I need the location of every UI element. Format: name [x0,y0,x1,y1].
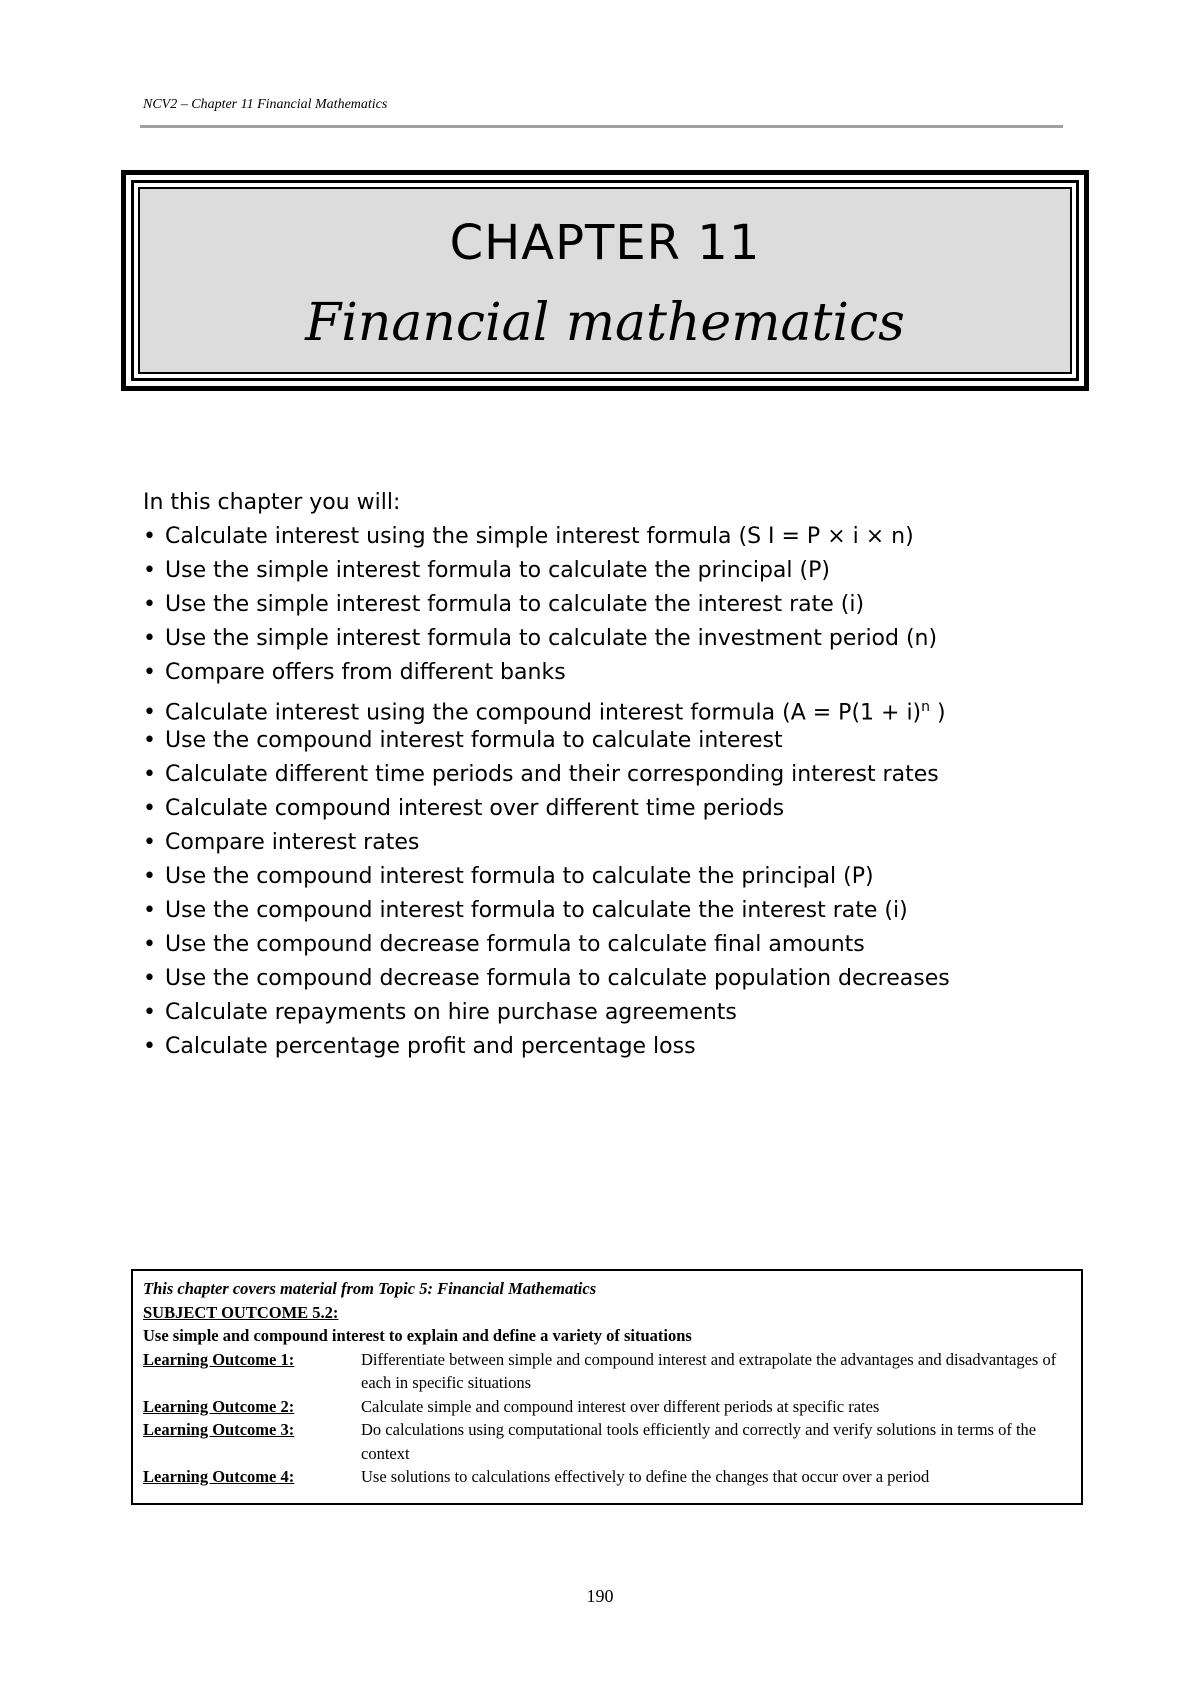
bullet-icon: • [143,728,156,753]
objective-item [143,690,1103,724]
objective-text: Calculate interest using the simple interest formula (S I = P × i × n) [165,524,914,549]
bullet-icon: • [143,932,156,957]
bullet-icon: • [143,660,156,685]
bullet-icon: • [143,762,156,787]
objective-text: Calculate interest using the compound interest formula (A = P(1 + i) [165,700,922,726]
objective-text: Calculate percentage profit and percentage loss [165,1034,696,1059]
formula-exponent: n [921,699,931,715]
bullet-icon: • [143,524,156,549]
objective-text: Use the compound decrease formula to calculate final amounts [165,932,865,957]
subject-outcome: SUBJECT OUTCOME 5.2: [143,1302,339,1322]
running-header: NCV2 – Chapter 11 Financial Mathematics [143,97,388,112]
objective-text: Use the compound decrease formula to calculate population decreases [165,966,950,991]
objective-item [143,894,1103,928]
objectives-list [143,520,1103,1064]
header-divider [140,125,1063,128]
objective-item [143,860,1103,894]
chapter-title-box [121,170,1089,391]
objective-text: Compare interest rates [165,830,420,855]
subject-outcome-description: Use simple and compound interest to explain and define a variety of situations [143,1326,692,1345]
bullet-icon: • [143,864,156,889]
objective-item [143,962,1103,996]
bullet-icon: • [143,558,156,583]
chapter-label: CHAPTER 11 [449,215,761,271]
objective-item [143,724,1103,758]
learning-outcome-text: Differentiate between simple and compound interest and extrapolate the advantages and disadvantages of each in specific situations [361,1349,1057,1392]
learning-outcome-text: Do calculations using computational tools efficiently and correctly and verify solutions in terms of the context [361,1420,1037,1463]
topic-line: This chapter covers material from Topic 5: Financial Mathematics [143,1279,597,1298]
objective-item [143,1030,1103,1064]
bullet-icon: • [143,626,156,651]
learning-outcome-label: Learning Outcome 3: [143,1420,295,1439]
bullet-icon: • [143,796,156,821]
objective-item [143,588,1103,622]
objective-item [143,758,1103,792]
objective-text: Calculate repayments on hire purchase agreements [165,1000,737,1025]
objective-text: Use the compound interest formula to calculate the principal (P) [165,864,874,889]
objective-text: Use the compound interest formula to calculate interest [165,728,783,753]
objective-item [143,554,1103,588]
objective-item [143,826,1103,860]
objective-item [143,792,1103,826]
learning-outcome-row [143,1395,1071,1419]
bullet-icon: • [143,830,156,855]
learning-outcome-text: Calculate simple and compound interest over different periods at specific rates [361,1396,880,1416]
objective-text: Calculate compound interest over different time periods [165,796,785,821]
bullet-icon: • [143,1000,156,1025]
objective-text: Compare offers from different banks [165,660,566,685]
learning-outcome-row [143,1348,1071,1395]
objective-item [143,520,1103,554]
objective-item [143,622,1103,656]
learning-outcome-label: Learning Outcome 1: [143,1349,295,1369]
objective-text: Use the simple interest formula to calculate the principal (P) [165,558,830,583]
objectives-intro: In this chapter you will: [143,490,401,515]
chapter-objectives [143,486,1103,1064]
bullet-icon: • [143,898,156,923]
bullet-icon: • [143,700,156,726]
learning-outcome-text: Use solutions to calculations effectively to define the changes that occur over a period [361,1467,930,1486]
page-number: 190 [586,1586,614,1606]
objective-item [143,656,1103,690]
learning-outcome-label: Learning Outcome 2: [143,1396,295,1416]
objective-text: Use the simple interest formula to calculate the investment period (n) [165,626,938,651]
objective-text: Use the simple interest formula to calculate the interest rate (i) [165,592,865,617]
learning-outcome-row [143,1418,1071,1465]
objective-item [143,928,1103,962]
learning-outcome-row [143,1465,1071,1489]
learning-outcome-label: Learning Outcome 4: [143,1467,295,1486]
objective-text: Calculate different time periods and their corresponding interest rates [165,762,939,787]
formula-close: ) [930,700,946,726]
curriculum-outcome-box [131,1269,1083,1505]
bullet-icon: • [143,966,156,991]
bullet-icon: • [143,592,156,617]
bullet-icon: • [143,1034,156,1059]
objective-item [143,996,1103,1030]
objective-text: Use the compound interest formula to calculate the interest rate (i) [165,898,908,923]
chapter-title: Financial mathematics [305,293,905,353]
